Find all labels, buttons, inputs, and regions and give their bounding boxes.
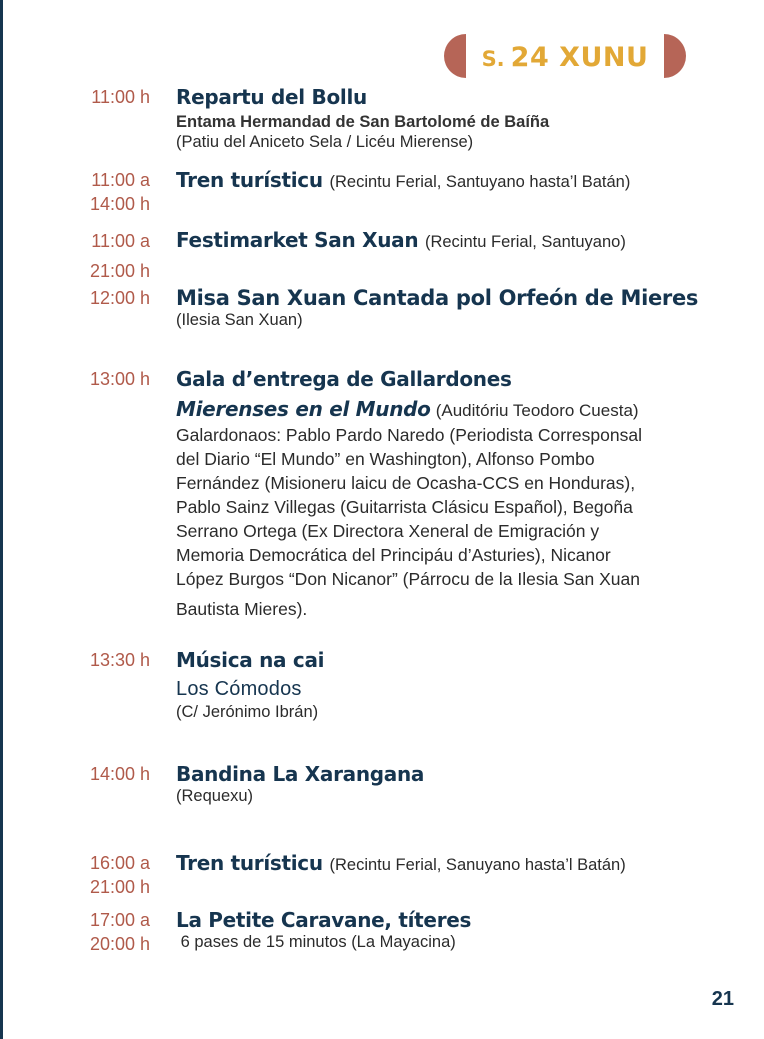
entry-time — [70, 367, 150, 391]
entry-body — [176, 762, 736, 806]
time-line: 16:00 a — [89, 853, 150, 873]
time-line: 13:30 h — [89, 650, 150, 670]
entry-location: (Recintu Ferial, Santuyano hasta’l Batán) — [329, 173, 631, 191]
time-line: 13:00 h — [89, 369, 150, 389]
entry-title: Misa San Xuan Cantada pol Orfeón de Mieres — [176, 286, 699, 310]
entry-body — [176, 85, 736, 152]
entry-body — [176, 908, 736, 952]
entry-time — [70, 851, 150, 899]
entry-time — [70, 762, 150, 786]
entry-body — [176, 851, 736, 877]
entry-body — [176, 168, 736, 194]
entry-body — [176, 367, 736, 621]
day-date: 24 XUNU — [510, 42, 649, 73]
desc-line: Serrano Ortega (Ex Directora Xeneral de Emigración y — [176, 521, 600, 541]
desc-line: Pablo Sainz Villegas (Guitarrista Clásicu Español), Begoña — [176, 497, 633, 517]
entry-title: Música na cai — [176, 648, 325, 672]
time-line: 21:00 h — [89, 877, 150, 897]
entry-title: La Petite Caravane, títeres — [176, 908, 472, 932]
time-line: 12:00 h — [89, 288, 150, 308]
time-line: 14:00 h — [89, 764, 150, 784]
entry-location: (Recintu Ferial, Santuyano) — [424, 233, 626, 251]
time-line: 11:00 h — [91, 87, 150, 107]
entry-body — [176, 228, 736, 254]
entry-subtitle-row — [176, 397, 736, 423]
entry-title-text: Tren turísticu — [176, 851, 323, 875]
entry-location: (Recintu Ferial, Sanuyano hasta’l Batán) — [329, 856, 626, 874]
entry-subtitle: Mierenses en el Mundo — [176, 397, 431, 421]
entry-line: Entama Hermandad de San Bartolomé de Baíña — [176, 113, 550, 131]
entry-body — [176, 286, 736, 330]
entry-title — [176, 851, 736, 877]
entry-location: (Auditóriu Teodoro Cuesta) — [435, 401, 639, 420]
entry-line: (Patiu del Aniceto Sela / Licéu Mierense) — [176, 133, 474, 151]
badge-left-cap — [444, 34, 466, 78]
entry-title — [176, 228, 736, 254]
entry-time — [70, 286, 150, 310]
badge-right-cap — [664, 34, 686, 78]
entry-body — [176, 648, 736, 722]
day-prefix: S. — [481, 47, 505, 71]
entry-performer: Los Cómodos — [176, 678, 302, 700]
day-badge — [444, 34, 686, 78]
entry-line: (Ilesia San Xuan) — [176, 311, 303, 329]
desc-line: Bautista Mieres). — [176, 599, 308, 619]
time-line: 14:00 h — [89, 194, 150, 214]
entry-title-text: Festimarket San Xuan — [176, 228, 419, 252]
entry-title: Bandina La Xarangana — [176, 762, 425, 786]
entry-line: (C/ Jerónimo Ibrán) — [176, 703, 319, 721]
entry-description — [176, 423, 736, 621]
time-line: 17:00 a — [89, 910, 150, 930]
entry-time — [70, 226, 150, 286]
time-line: 11:00 a — [91, 231, 150, 251]
entry-title: Repartu del Bollu — [176, 85, 367, 109]
entry-title — [176, 168, 736, 194]
entry-time — [70, 908, 150, 956]
time-line: 21:00 h — [89, 261, 150, 281]
desc-line: Memoria Democrática del Principáu d’Asturies), Nicanor — [176, 545, 611, 565]
desc-line: Fernández (Misioneru laicu de Ocasha-CCS en Honduras), — [176, 473, 636, 493]
entry-time — [70, 168, 150, 216]
page-number: 21 — [711, 988, 734, 1010]
entry-title-text: Tren turísticu — [176, 168, 323, 192]
entry-line: (Requexu) — [176, 787, 254, 805]
entry-title: Gala d’entrega de Gallardones — [176, 367, 512, 391]
entry-time — [70, 648, 150, 672]
entry-line: 6 pases de 15 minutos (La Mayacina) — [176, 933, 456, 951]
desc-line: Galardonaos: Pablo Pardo Naredo (Periodista Corresponsal — [176, 425, 642, 445]
day-badge-text — [466, 34, 664, 78]
desc-line: del Diario “El Mundo” en Washington), Alfonso Pombo — [176, 449, 595, 469]
time-line: 20:00 h — [89, 934, 150, 954]
desc-line: López Burgos “Don Nicanor” (Párrocu de la Ilesia San Xuan — [176, 569, 640, 589]
entry-time — [70, 85, 150, 109]
time-line: 11:00 a — [91, 170, 150, 190]
left-border-rule — [0, 0, 3, 1039]
